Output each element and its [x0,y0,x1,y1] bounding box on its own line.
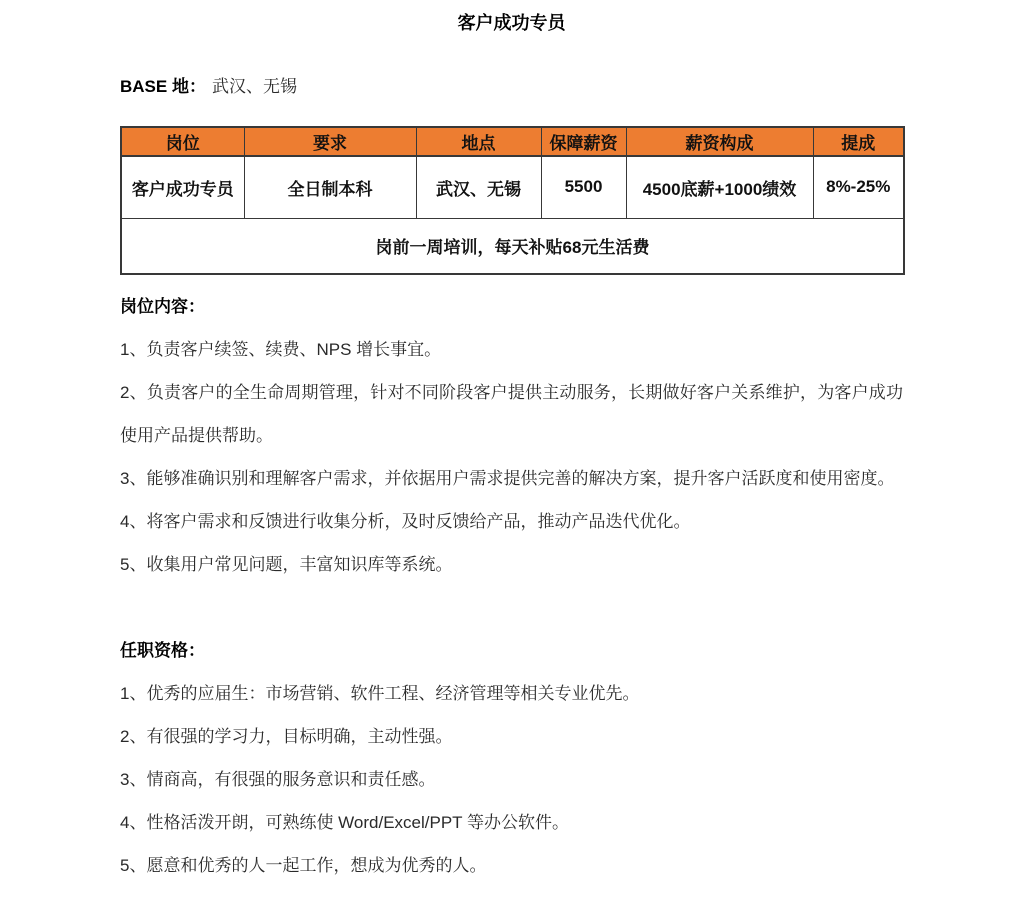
cell-position: 客户成功专员 [121,156,244,218]
duty-item-2: 2、负责客户的全生命周期管理，针对不同阶段客户提供主动服务，长期做好客户关系维护，为客户成功使用产品提供帮助。 [120,383,903,445]
document-page [0,12,1024,909]
section-heading-duties: 岗位内容： [120,297,205,316]
duty-item-3: 3、能够准确识别和理解客户需求，并依据用户需求提供完善的解决方案，提升客户活跃度和使用密度。 [120,469,895,488]
qualification-item-3: 3、情商高，有很强的服务意识和责任感。 [120,770,436,789]
page-title: 客户成功专员 [457,13,566,33]
duty-item-5: 5、收集用户常见问题，丰富知识库等系统。 [120,555,453,574]
job-table [120,126,905,275]
base-value: 武汉、无锡 [211,77,297,96]
cell-requirement: 全日制本科 [244,156,416,218]
cell-guaranteed-salary: 5500 [541,156,626,218]
section-heading-qualifications: 任职资格： [120,641,205,660]
qualification-item-2: 2、有很强的学习力，目标明确，主动性强。 [120,727,453,746]
qualification-item-4: 4、性格活泼开朗，可熟练使 Word/Excel/PPT 等办公软件。 [120,813,569,832]
cell-salary-structure: 4500底薪+1000绩效 [626,156,813,218]
cell-commission: 8%-25% [813,156,904,218]
column-header-salary-structure: 薪资构成 [626,127,813,156]
column-header-commission: 提成 [813,127,904,156]
table-row [121,156,904,218]
qualification-item-1: 1、优秀的应届生：市场营销、软件工程、经济管理等相关专业优先。 [120,684,640,703]
column-header-guaranteed-salary: 保障薪资 [541,127,626,156]
base-label: BASE 地： [120,77,206,96]
column-header-location: 地点 [416,127,541,156]
column-header-position: 岗位 [121,127,244,156]
cell-location: 武汉、无锡 [416,156,541,218]
column-header-requirement: 要求 [244,127,416,156]
duty-item-4: 4、将客户需求和反馈进行收集分析，及时反馈给产品，推动产品迭代优化。 [120,512,691,531]
table-header-row [121,127,904,156]
duty-item-1: 1、负责客户续签、续费、NPS 增长事宜。 [120,340,442,359]
table-note: 岗前一周培训，每天补贴68元生活费 [121,218,904,274]
qualification-item-5: 5、愿意和优秀的人一起工作，想成为优秀的人。 [120,856,487,875]
table-note-row [121,218,904,274]
base-location-line [120,76,903,98]
